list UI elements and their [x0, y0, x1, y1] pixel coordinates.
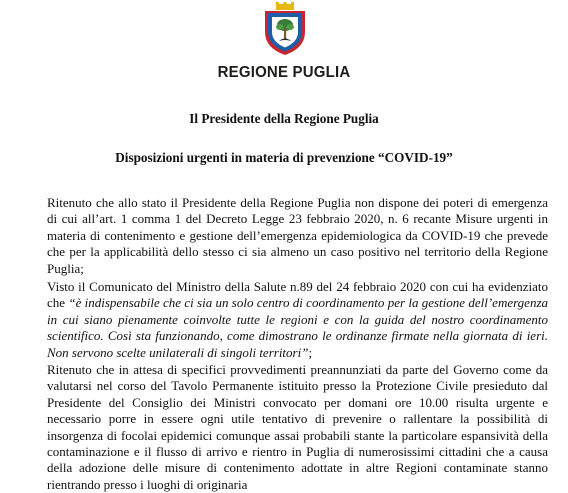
regione-puglia-crest-icon [262, 2, 308, 56]
paragraph-2-end: ; [308, 344, 313, 360]
paragraph-2-intro: Visto il Comunicato del Ministro della Salute n.89 del 24 febbraio 2020 con cui ha evidenziato che [47, 279, 548, 311]
brand-name: REGIONE PUGLIA [217, 63, 351, 82]
paragraph-1: Ritenuto che allo stato il Presidente della Regione Puglia non dispone dei poteri di emergenza di cui all’art. 1 comma 1 del Decreto Legge 23 febbraio 2020, n. 6 recante Misure urgenti in materia di contenimento e gestione dell’emergenza epidemiologica da COVID-19 che prevede che per la applicabilità dello stesso ci sia almeno un caso positivo nel territorio della Regione Puglia; [47, 195, 548, 276]
paragraph-2-quote: “è indispensabile che ci sia un solo centro di coordinamento per la gestione dell’emergenza in cui siano pienamente coinvolte tutte le regioni e con la guida del nostro coordinamento scientifico. Così sta funzionando, come dimostrano le ordinanze firmate nella giornata di ieri. Non servono scelte unilaterali di singoli territori” [47, 295, 549, 360]
document-issuer: Il Presidente della Regione Puglia [189, 111, 379, 126]
paragraph-3: Ritenuto che in attesa di specifici provvedimenti preannunziati da parte del Governo come da valutarsi nel corso del Tavolo Permanente istituito presso la Protezione Civile presieduto dal Presidente del Consiglio dei Ministri convocato per domani ore 10.00 risulta urgente e necessario porre in essere ogni utile tentativo di prevenire o rallentare la possibilità di insorgenza di focolai epidemici comunque assai probabili stante la particolare espansività della contaminazione e il flusso di arrivo e rientro in Puglia di numerosissimi cittadini che a causa della adozione delle misure di contenimento adottate in altre Regioni contaminate stanno rientrando presso i luoghi di originaria [47, 362, 548, 492]
document-title: Disposizioni urgenti in materia di prevenzione “COVID-19” [115, 150, 453, 165]
paragraph-2 [47, 279, 548, 361]
